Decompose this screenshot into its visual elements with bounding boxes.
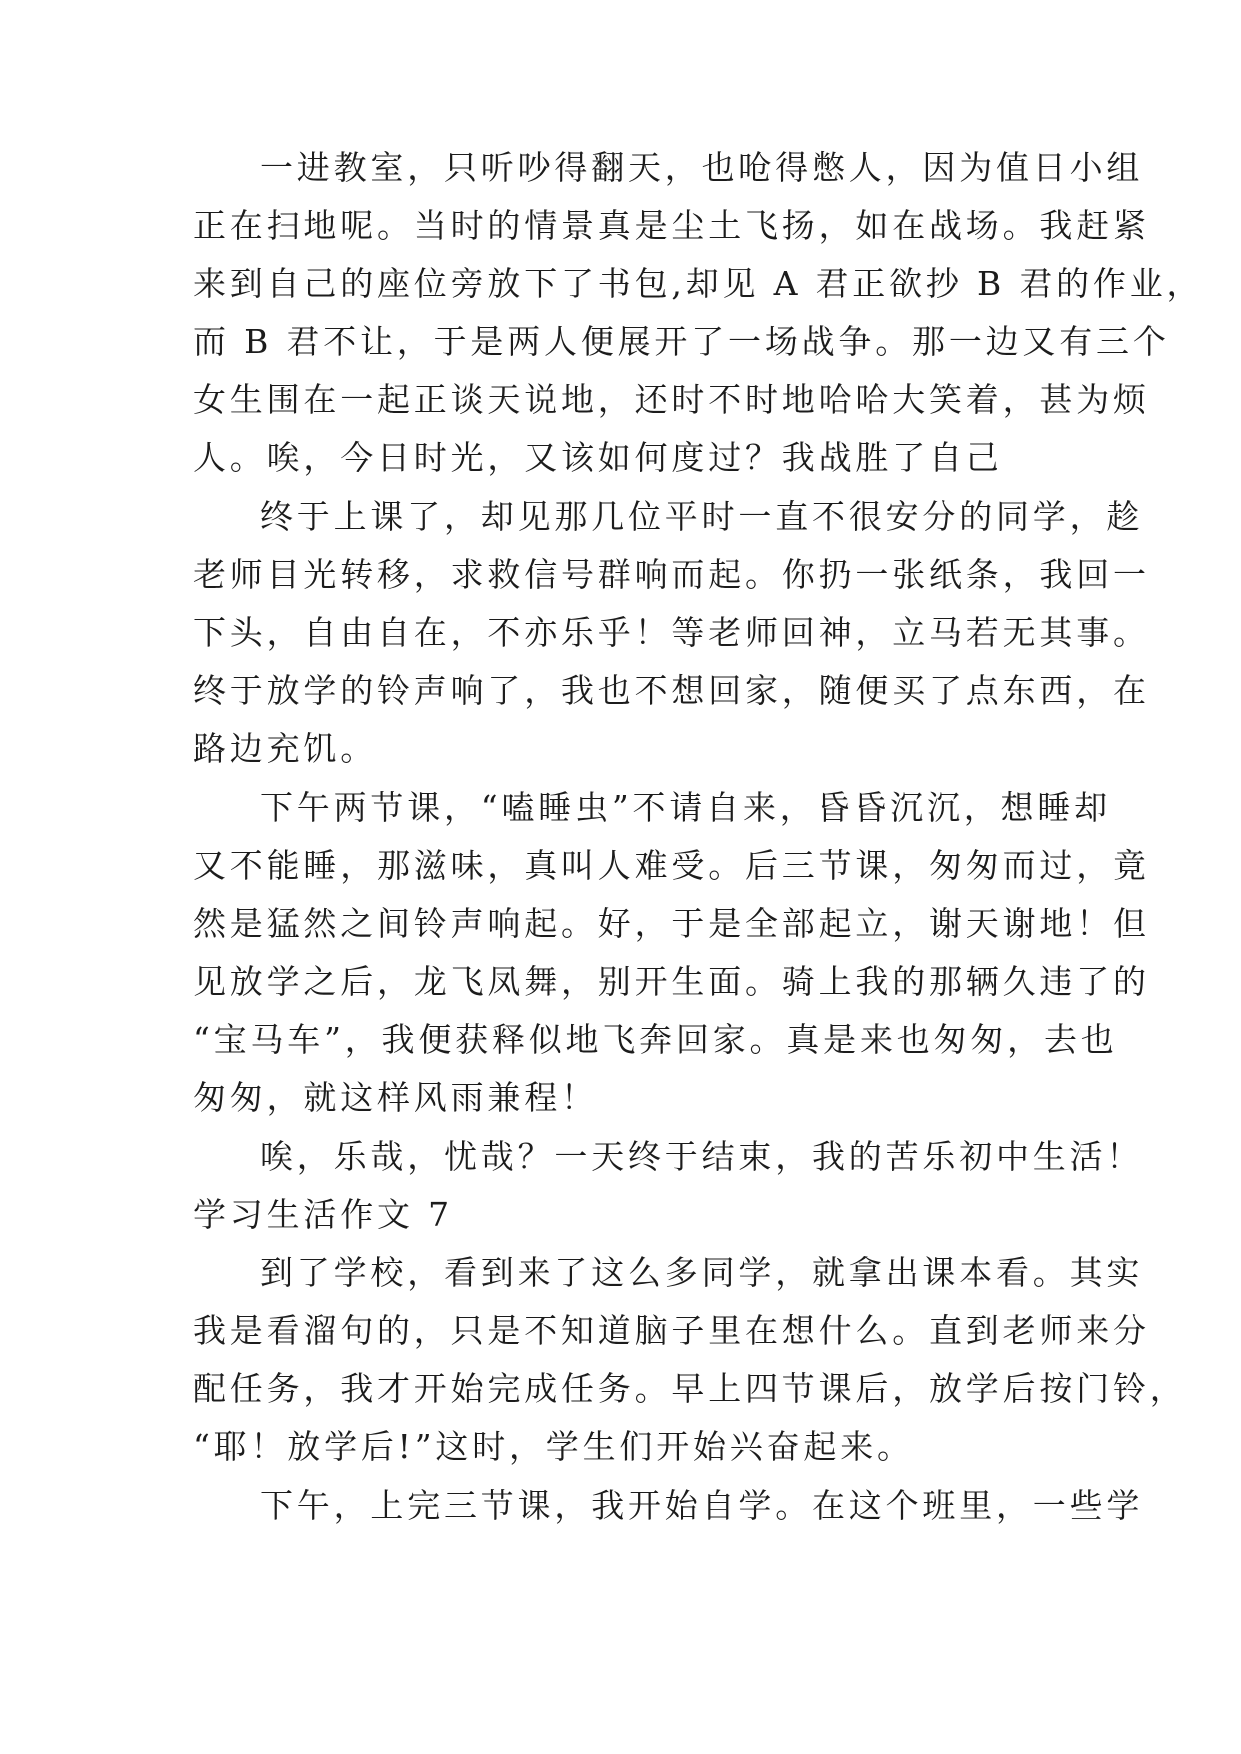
text-line: 我是看溜句的，只是不知道脑子里在想什么。直到老师来分: [193, 1311, 1150, 1350]
text-line: 又不能睡，那滋味，真叫人难受。后三节课，匆匆而过，竟: [193, 846, 1150, 885]
text-line: 路边充饥。: [193, 729, 377, 768]
text-line: 匆匆，就这样风雨兼程！: [193, 1078, 598, 1117]
text-line: 下午两节课，“嗑睡虫”不请自来，昏昏沉沉，想睡却: [260, 788, 1111, 827]
text-line: 正在扫地呢。当时的情景真是尘土飞扬，如在战场。我赶紧: [193, 206, 1150, 245]
text-line: 配任务，我才开始完成任务。早上四节课后，放学后按门铃，: [193, 1369, 1187, 1408]
text-line: 终于上课了，却见那几位平时一直不很安分的同学，趁: [260, 497, 1144, 536]
text-line: 人。唉，今日时光，又该如何度过？我战胜了自己: [193, 438, 1003, 477]
text-line: 下头，自由自在，不亦乐乎！等老师回神，立马若无其事。: [193, 613, 1150, 652]
text-line: 下午，上完三节课，我开始自学。在这个班里，一些学: [260, 1486, 1144, 1525]
text-line: 女生围在一起正谈天说地，还时不时地哈哈大笑着，甚为烦: [193, 380, 1150, 419]
section-heading: 学习生活作文 7: [193, 1195, 453, 1234]
text-line: 老师目光转移，求救信号群响而起。你扔一张纸条，我回一: [193, 555, 1150, 594]
text-line: 唉，乐哉，忧哉？一天终于结束，我的苦乐初中生活！: [260, 1137, 1144, 1176]
text-line: 来到自己的座位旁放下了书包,却见 A 君正欲抄 B 君的作业，: [193, 264, 1204, 303]
text-line: 到了学校，看到来了这么多同学，就拿出课本看。其实: [260, 1253, 1144, 1292]
text-line: 一进教室，只听吵得翻天，也呛得憋人，因为值日小组: [260, 148, 1144, 187]
text-line: “宝马车”，我便获释似地飞奔回家。真是来也匆匆，去也: [193, 1020, 1118, 1059]
text-line: 而 B 君不让，于是两人便展开了一场战争。那一边又有三个: [193, 322, 1170, 361]
text-line: 然是猛然之间铃声响起。好，于是全部起立，谢天谢地！但: [193, 904, 1150, 943]
text-line: “耶！放学后!”这时，学生们开始兴奋起来。: [193, 1427, 914, 1466]
text-line: 见放学之后，龙飞凤舞，别开生面。骑上我的那辆久违了的: [193, 962, 1150, 1001]
text-line: 终于放学的铃声响了，我也不想回家，随便买了点东西，在: [193, 671, 1150, 710]
